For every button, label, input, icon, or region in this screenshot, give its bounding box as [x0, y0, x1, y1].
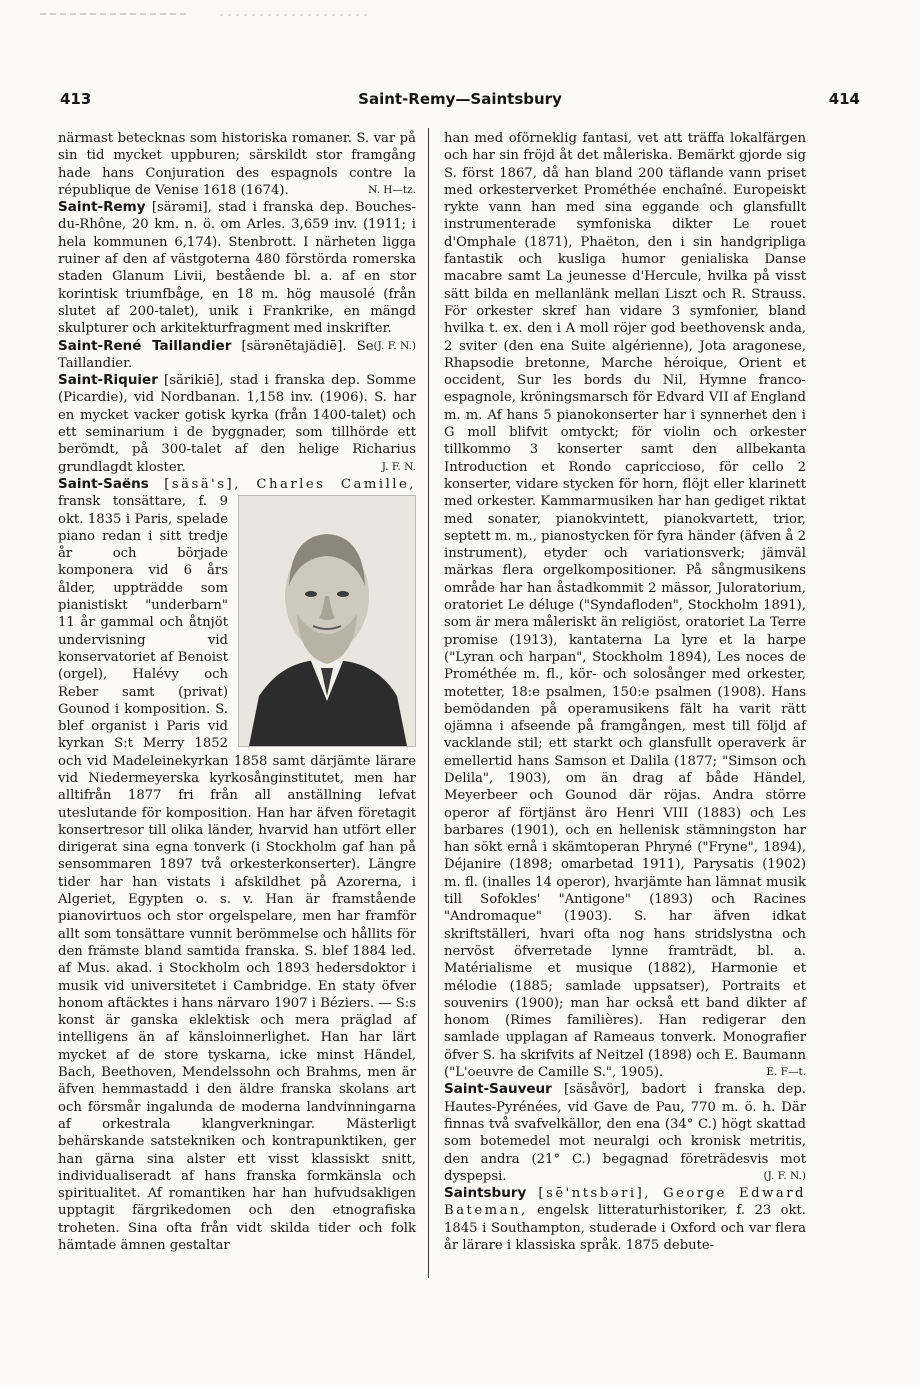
page-header: [60, 90, 860, 114]
author-signature: (J. F. N.): [373, 339, 416, 352]
entry-saint-rene-taillandier: Saint-René Taillandier [särənētajädiē]. Se Taillandier.: [58, 337, 374, 371]
author-signature: J. F. N.: [381, 460, 416, 473]
running-title: Saint-Remy—Saintsbury: [358, 90, 562, 108]
headword: Saint-Saëns: [58, 475, 149, 492]
entry-saint-sauveur: Saint-Sauveur [säsåvör], badort i franska dep. Hautes-Pyrénées, vid Gave de Pau, 770 m. ö. h. Där finnas två svafvelkällor, den ena (34° C.) högt skattad som botemedel mot neuralgi och kronisk metritis, den andra (21° C.) begagnad företrädesvis mot dyspepsi. (J. F. N.): [444, 1081, 806, 1184]
column-rule: [428, 128, 429, 1278]
author-signature: N. H—tz.: [368, 183, 416, 196]
headword: Saint-Remy: [58, 199, 146, 216]
entry-saint-saens-continued: han med oförneklig fantasi, vet att träffa lokalfärgen och har sin fröjd åt det måleriska. Bemärkt gjorde sig S. först 1867, då han bland 200 täflande vann priset med orkesterverket Prométhée enchaîné. Europeiskt rykte vann han med sina eggande och glansfullt instrumenterade symfoniska dikter Le rouet d'Omphale (1871), Phaëton, den i sin handgripliga fantastik och kusliga humor genialiska Danse macabre samt La jeunesse d'Hercule, hvilka på visst sätt bilda en mellanlänk mellan Liszt och R. Strauss. För orkester skref han vidare 3 symfonier, bland hvilka t. ex. den i A moll röjer god beethovensk anda, 2 sviter (den ena Suite algérienne), Jota aragonese, Rhapsodie bretonne, Marche héroique, Orient et occident, Sur les bords du Nil, Hymne franco-espagnole, kröningsmarsch för Edvard VII af England m. m. Af hans 5 pianokonserter har i synnerhet den i G moll blifvit omtyckt; för violin och orkester tillkommo 3 konserter samt den allbekanta Introduction et Rondo capriccioso, för cello 2 konserter, vidare stycken för horn, flöjt eller klarinett med orkester. Kammarmusiken har han gediget riktat med sonater, pianokvintett, pianokvartett, trior, septett m. m., pianostycken för fyra händer (äfven å 2 instrument), etyder och variationsverk; jämväl märkas flera orgelkompositioner. På sångmusikens område har han åstadkommit 2 mässor, Juloratorium, oratoriet Le déluge ("Syndafloden", Stockholm 1891), som är mera måleriskt än religiöst, oratoriet La Terre promise (1913), kantaterna La lyre et la harpe ("Lyran och harpan", Stockholm 1894), Les noces de Prométhée m. fl., kör- och solosånger med orkester, motetter, 18:e psalmen, 150:e psalmen (1908). Hans bemödanden på operamusikens fält ha varit rätt ojämna i afseende på framgången, mest till följd af vacklande stil; ett starkt och glansfullt operaverk är emellertid hans Samson et Dalila (1877; "Simson och Delila", 1903), om än drag af både Händel, Meyerbeer och Gounod där röjas. Andra större operor af förtjänst äro Henri VIII (1883) och Les barbares (1901), och en hellenisk stämningston har han sökt ernå i skämtoperan Phryné ("Fryne", 1894), Déjanire (1898; omarbetad 1911), Parysatis (1902) m. fl. (inalles 14 operor), hvarjämte han lämnat musik till Sofokles' "Antigone" (1893) och Racines "Andromaque" (1903). S. har äfven idkat skriftställeri, hvari ofta nog hans stridslystna och nervöst öfverretade lynne framträdt, bl. a. Matérialisme et musique (1882), Harmonie et mélodie (1885; samlade uppsatser), Portraits et souvenirs (1900); man har också ett band dikter af honom (Rimes familières). Han redigerar den samlade upplagan af Rameaus tonverk. Monografier öfver S. ha skrifvits af Neitzel (1898) och E. Baumann ("L'oeuvre de Camille S.", 1905). E. F—t.: [444, 131, 806, 1081]
portrait-illustration: [239, 496, 415, 746]
headword: Saint-Riquier: [58, 372, 158, 389]
entry-saint-remy: Saint-Remy [särəmi], stad i franska dep. Bouches-du-Rhône, 20 km. n. ö. om Arles. 3,659 inv. (1911; i hela kommunen 6,174). Stenbrott. I närheten ligga ruiner af den af västgoterna 480 förstörda romerska staden Glanum Livii, bestående bl. a. af en stor korintisk triumfbåge, en 18 m. hög mausolé (från slutet af 200-talet), unik i Frankrike, en mängd skulpturer och arkitekturfragment med inskrifter. (J. F. N.): [58, 199, 416, 337]
headword: Saintsbury: [444, 1185, 527, 1202]
headword: Saint-René Taillandier: [58, 337, 232, 354]
page-number-left: 413: [60, 90, 92, 108]
page-number-right: 414: [828, 90, 860, 108]
left-column: [58, 130, 416, 1254]
portrait-image: [238, 495, 416, 747]
top-print-marks: [40, 10, 460, 18]
right-column: [444, 130, 806, 1254]
entry-continuation: närmast betecknas som historiska romaner. S. var på sin tid mycket uppburen; särskildt stor framgång hade hans Conjuration des espagnols contre la république de Venise 1618 (1674). N. H—tz.: [58, 131, 416, 198]
entry-saint-saens: Saint-Saëns [säsä's], Charles Camille, fransk tonsättare, f. 9 okt. 1835 i Paris, spelade piano redan i sitt tredje år och började komponera vid 6 års ålder, uppträdde som pianistiskt "underbarn" 11 år gammal och åtnjöt undervisning vid konservatoriet af Benoist (orgel), Halévy och Reber samt (privat) Gounod i komposition. S. blef organist i Paris vid kyrkan S:t Merry 1852 och vid Madeleinekyrkan 1858 samt därjämte lärare vid Niedermeyerska kyrkosånginstitutet, men har alltifrån 1877 fri från all anställning lefvat uteslutande för komposition. Han har äfven företagit konsertresor till olika länder, hvarvid han utfört eller dirigerat sina egna tonverk (i Stockholm gaf han på sensommaren 1897 två orkesterkonserter). Längre tider har han vistats i afskildhet på Azorerna, i Algeriet, Egypten o. s. v. Han är framstående pianovirtuos och stor orgelspelare, men har framför allt som tonsättare vunnit berömmelse och hållits för den främste bland samtida franska. S. blef 1884 led. af Mus. akad. i Stockholm och 1893 hedersdoktor i musik vid universitetet i Cambridge. En staty öfver honom aftäcktes i hans närvaro 1907 i Béziers. — S:s konst är ganska eklektisk och mera präglad af intelligens än af känsloinnerlighet. Han har lärt mycket af de store tyskarna, icke minst Händel, Bach, Beethoven, Mendelssohn och Brahms, men är äfven hemmastadd i den äldre franska skolans art och försmår ingalunda de moderna landvinningarna af orkestrala klangverkningar. Mästerligt behärskande satstekniken och kontrapunktiken, ger han gärna sina alster ett visst klassiskt snitt, individualiseradt af hans franska formkänsla och spiritualitet. Af romantiken har han hufvudsakligen upptagit färgrikedomen och den etnografiska troheten. Sina ofta från vidt skilda tider och folk hämtade ämnen gestaltar: [58, 475, 416, 1253]
entry-saintsbury: Saintsbury [sē'ntsbəri], George Edward Bateman, engelsk litteraturhistoriker, f. 23 okt. 1845 i Southampton, studerade i Oxford och var flera år lärare i klassiska språk. 1875 debute-: [444, 1185, 806, 1253]
entry-saint-riquier: Saint-Riquier [särikiē], stad i franska dep. Somme (Picardie), vid Nordbanan. 1,158 inv. (1906). S. har en mycket vacker gotisk kyrka (från 1400-talet) och ett seminarium i de byggnader, som tillhörde ett berömdt, på 300-talet af den helige Richarius grundlagdt kloster. J. F. N.: [58, 372, 416, 475]
author-signature: E. F—t.: [766, 1066, 806, 1079]
author-signature: (J. F. N.): [763, 1169, 806, 1182]
headword: Saint-Sauveur: [444, 1081, 552, 1098]
